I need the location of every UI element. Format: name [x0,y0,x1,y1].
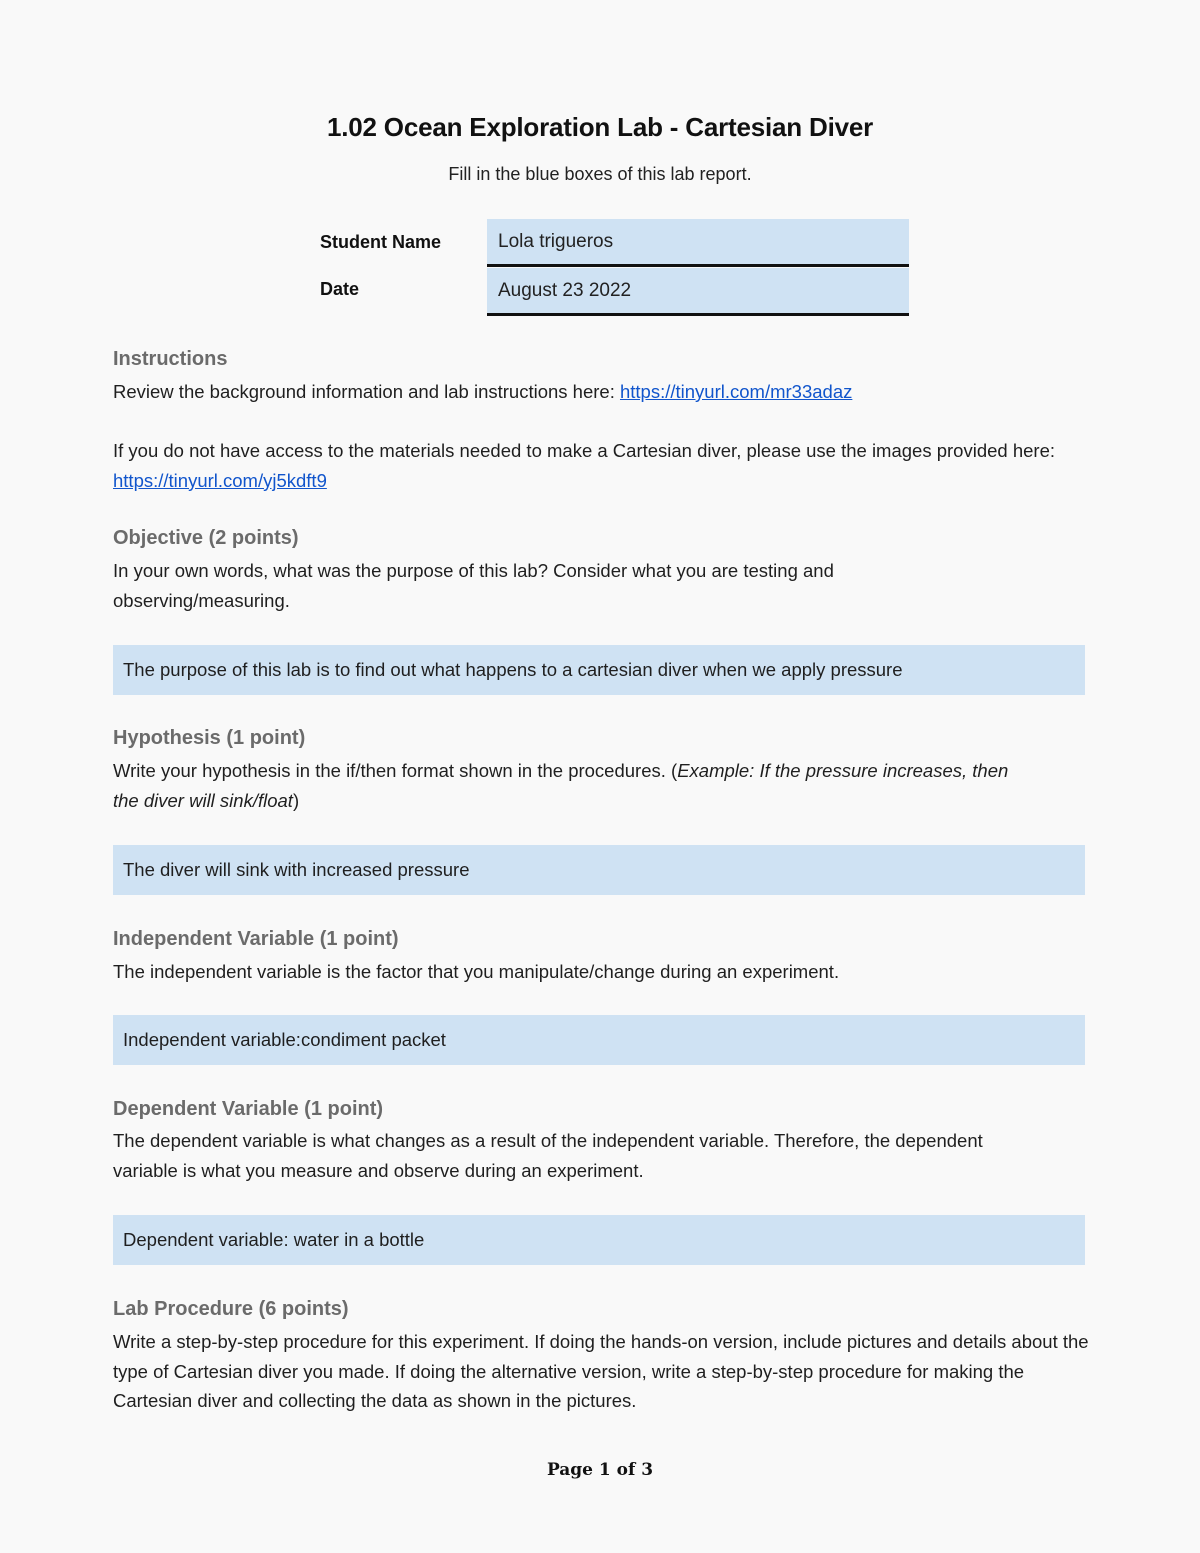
objective-prompt: In your own words, what was the purpose of this lab? Consider what you are testing and observing/measuring. [113,560,834,611]
dependent-variable-answer-box[interactable]: Dependent variable: water in a bottle [113,1215,1085,1265]
dependent-variable-prompt: The dependent variable is what changes as a result of the independent variable. Therefore, the dependent variable is what you measure and observe during an experiment. [113,1130,983,1181]
hypothesis-prompt-end: ) [292,789,300,811]
date-field[interactable]: August 23 2022 [487,268,909,316]
independent-variable-heading: Independent Variable (1 point) [113,928,399,950]
hypothesis-prompt [113,756,1013,815]
lab-procedure-heading: Lab Procedure (6 points) [113,1298,349,1320]
hypothesis-answer-box[interactable]: The diver will sink with increased pressure [113,845,1085,895]
page-number: Page 1 of 3 [546,1460,654,1480]
lab-procedure-prompt: Write a step-by-step procedure for this experiment. If doing the hands-on version, include pictures and details about the type of Cartesian diver you made. If doing the alternative version, write a step-by-step procedure for making the Cartesian diver and collecting the data as shown in the pictures. [113,1331,1089,1411]
instructions-line-1-text: Review the background information and lab instructions here: [113,381,620,402]
hypothesis-prompt-text: Write your hypothesis in the if/then format shown in the procedures. ( [113,760,678,781]
document-title: 1.02 Ocean Exploration Lab - Cartesian Diver [326,112,874,142]
instructions-line-2-text: If you do not have access to the materials needed to make a Cartesian diver, please use the images provided here: [113,440,1056,461]
instructions-line-2 [113,436,1088,495]
student-name-label: Student Name [320,232,442,252]
objective-answer-box[interactable]: The purpose of this lab is to find out what happens to a cartesian diver when we apply pressure [113,645,1085,695]
instructions-heading: Instructions [113,348,228,370]
independent-variable-answer-box[interactable]: Independent variable:condiment packet [113,1015,1085,1065]
objective-heading: Objective (2 points) [113,527,299,549]
hypothesis-heading: Hypothesis (1 point) [113,727,306,749]
document-subtitle: Fill in the blue boxes of this lab report. [448,164,752,184]
independent-variable-prompt: The independent variable is the factor that you manipulate/change during an experiment. [113,961,840,982]
lab-instructions-link[interactable]: https://tinyurl.com/mr33adaz [619,381,853,402]
dependent-variable-heading: Dependent Variable (1 point) [113,1098,384,1120]
student-name-field[interactable]: Lola trigueros [487,219,909,267]
images-link[interactable]: https://tinyurl.com/yj5kdft9 [113,469,327,491]
hypothesis-prompt-example: Example: If the pressure increases, then the diver will sink/float [113,760,1009,811]
date-label: Date [320,279,360,299]
instructions-line-1 [113,377,1088,407]
